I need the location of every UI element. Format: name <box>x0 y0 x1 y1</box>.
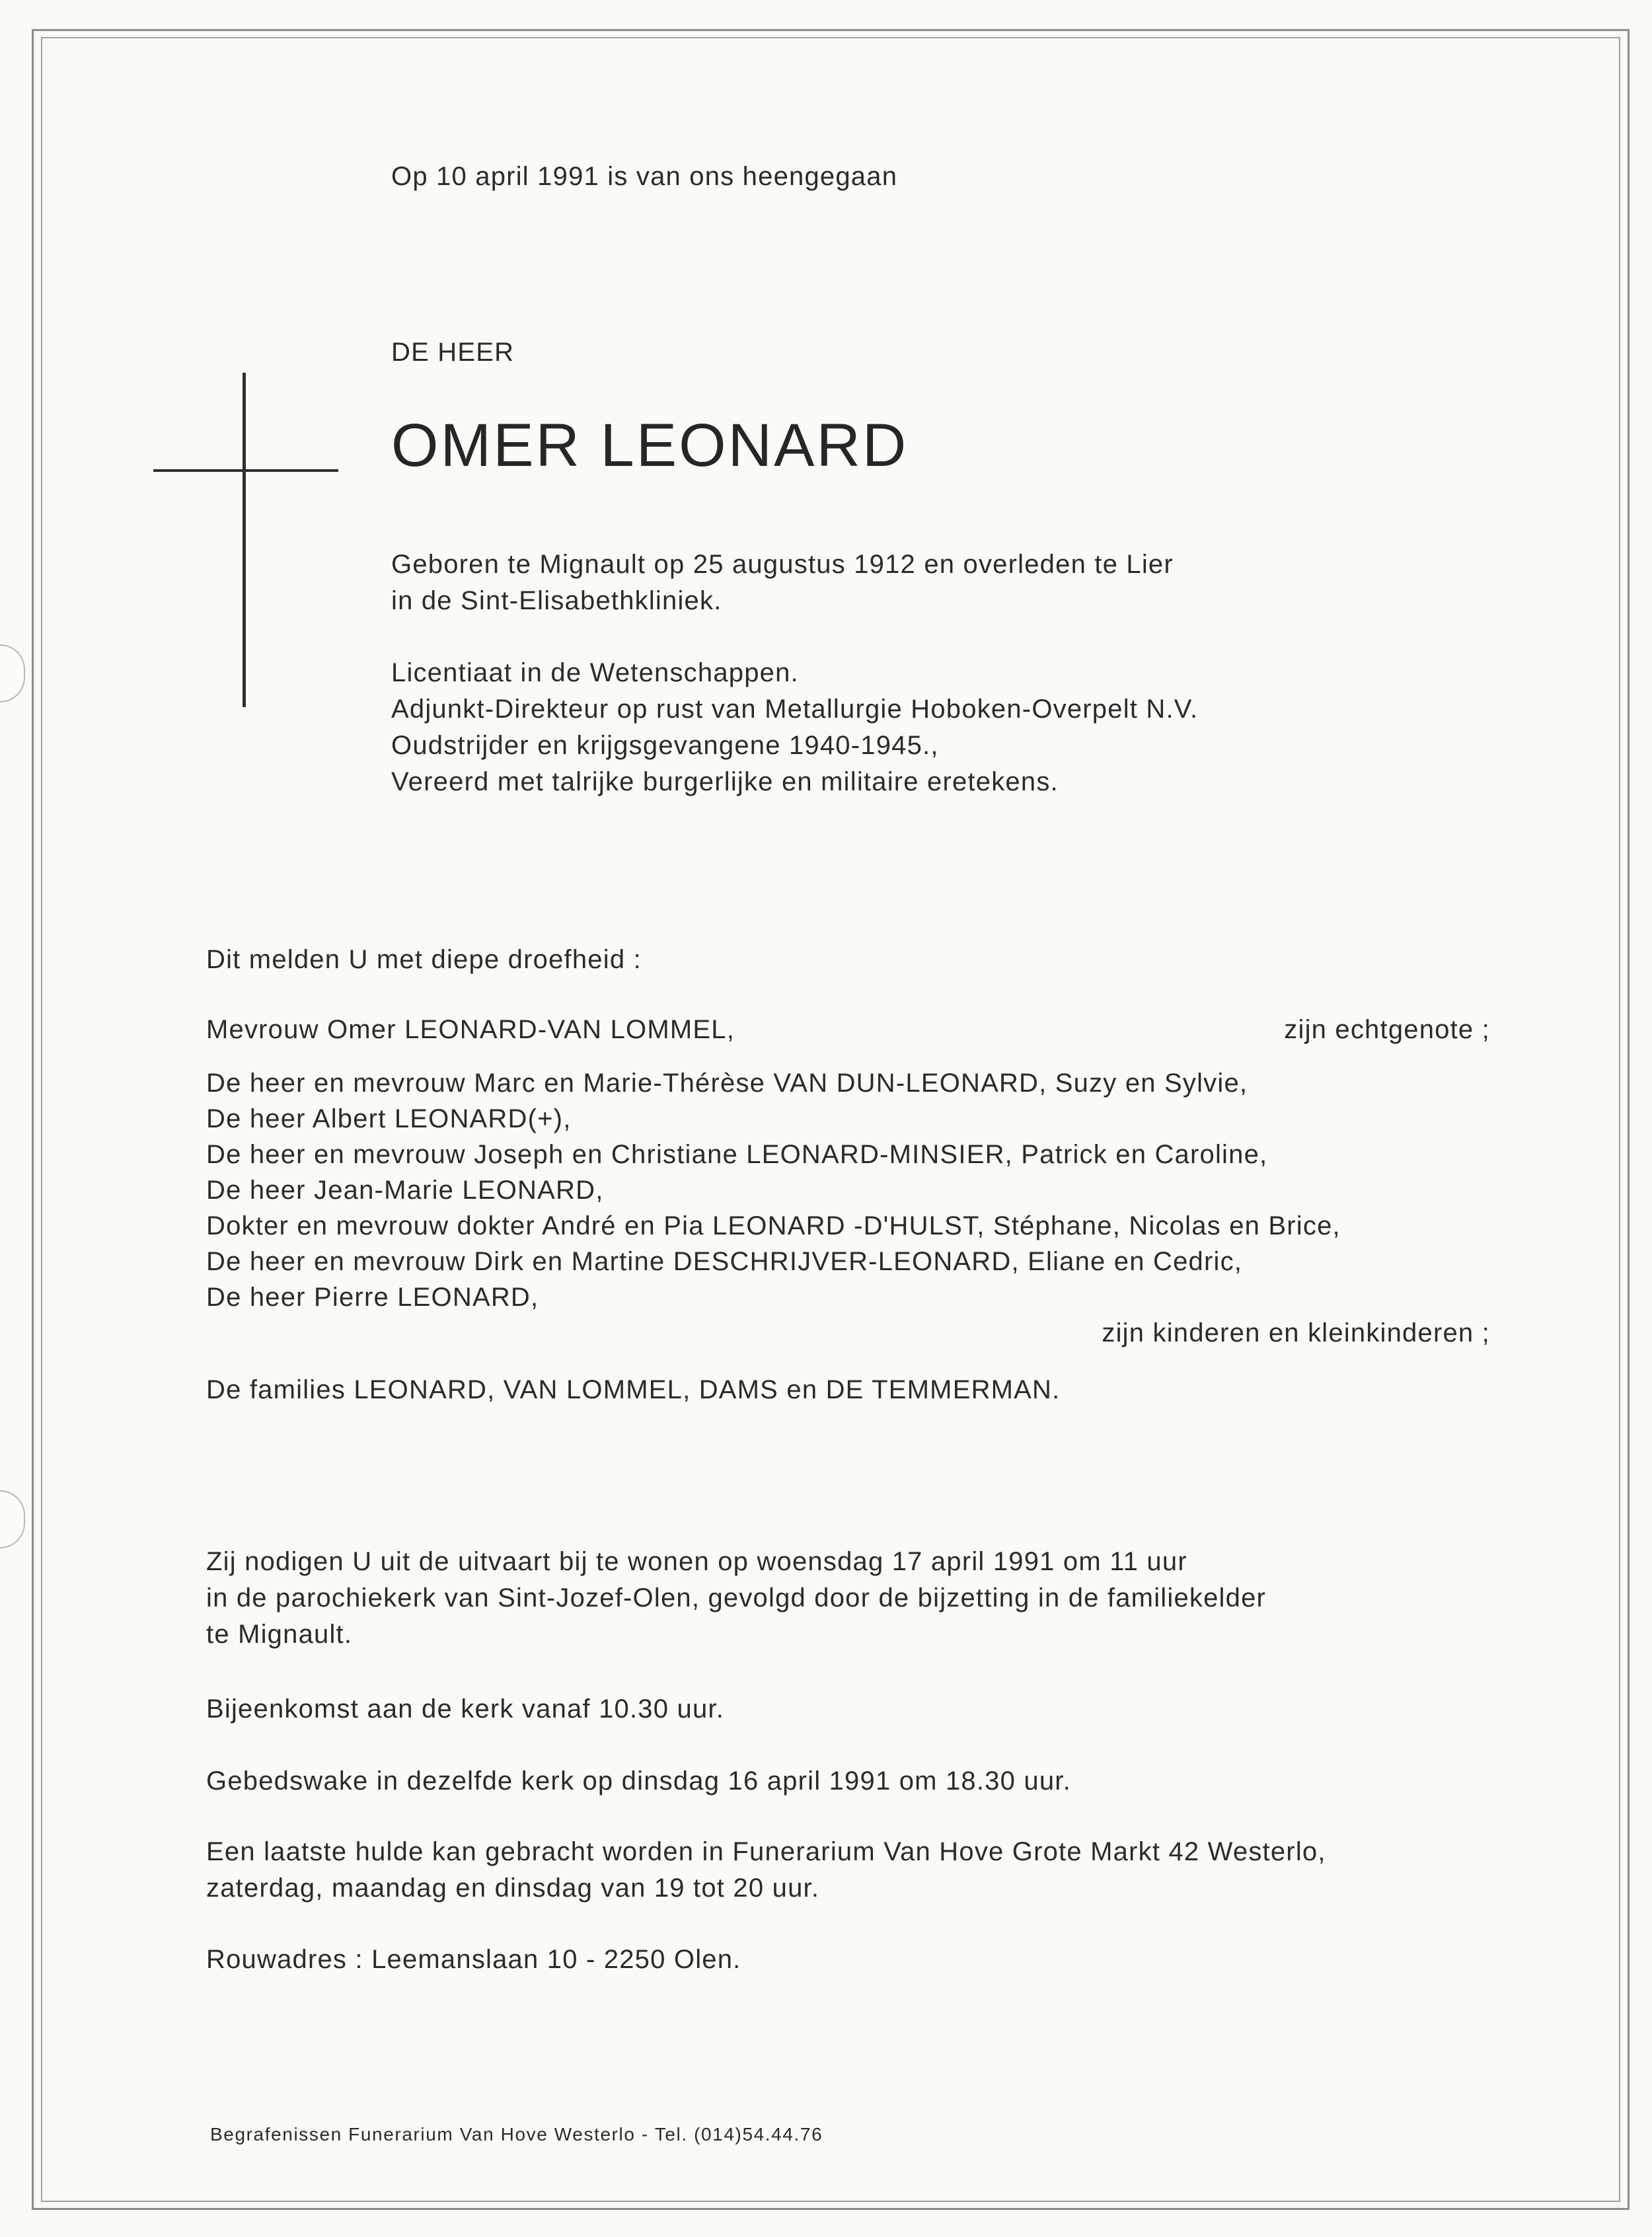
spouse-relation: zijn echtgenote ; <box>1284 1015 1490 1044</box>
children-relation: zijn kinderen en kleinkinderen ; <box>1102 1318 1490 1347</box>
tribute-line: Een laatste hulde kan gebracht worden in Funerarium Van Hove Grote Markt 42 Westerlo, <box>206 1837 1326 1866</box>
cross-horizontal <box>153 469 338 472</box>
child-line: Dokter en mevrouw dokter André en Pia LEONARD -D'HULST, Stéphane, Nicolas en Brice, <box>206 1211 1341 1240</box>
wake-line: Gebedswake in dezelfde kerk op dinsdag 16 april 1991 om 18.30 uur. <box>206 1766 1071 1796</box>
deceased-name: OMER LEONARD <box>391 412 909 479</box>
families-line: De families LEONARD, VAN LOMMEL, DAMS en DE TEMMERMAN. <box>206 1375 1061 1404</box>
title-line: DE HEER <box>391 338 515 367</box>
funeral-line: te Mignault. <box>206 1620 353 1649</box>
child-line: De heer en mevrouw Marc en Marie-Thérèse VAN DUN-LEONARD, Suzy en Sylvie, <box>206 1069 1248 1098</box>
child-line: De heer Pierre LEONARD, <box>206 1283 539 1312</box>
punch-hole-top <box>0 644 25 702</box>
child-line: De heer en mevrouw Joseph en Christiane LEONARD-MINSIER, Patrick en Caroline, <box>206 1140 1268 1169</box>
footer-line: Begrafenissen Funerarium Van Hove Westerlo - Tel. (014)54.44.76 <box>210 2124 823 2144</box>
child-line: De heer Jean-Marie LEONARD, <box>206 1176 604 1205</box>
birth-line: Geboren te Mignault op 25 augustus 1912 en overleden te Lier <box>391 550 1174 579</box>
bio-line: Licentiaat in de Wetenschappen. <box>391 658 799 687</box>
bio-line: Adjunkt-Direkteur op rust van Metallurgie Hoboken-Overpelt N.V. <box>391 695 1199 724</box>
tribute-line: zaterdag, maandag en dinsdag van 19 tot 20 uur. <box>206 1874 820 1903</box>
intro-line: Op 10 april 1991 is van ons heengegaan <box>391 162 898 191</box>
child-line: De heer Albert LEONARD(+), <box>206 1104 572 1133</box>
punch-hole-bottom <box>0 1490 25 1548</box>
bio-line: Vereerd met talrijke burgerlijke en militaire eretekens. <box>391 767 1059 796</box>
funeral-line: Zij nodigen U uit de uitvaart bij te wonen op woensdag 17 april 1991 om 11 uur <box>206 1547 1187 1576</box>
funeral-line: in de parochiekerk van Sint-Jozef-Olen, gevolgd door de bijzetting in de familiekelder <box>206 1583 1267 1612</box>
cross-vertical <box>243 373 246 707</box>
birth-line: in de Sint-Elisabethkliniek. <box>391 586 722 615</box>
bio-line: Oudstrijder en krijgsgevangene 1940-1945., <box>391 731 939 760</box>
announce-line: Dit melden U met diepe droefheid : <box>206 945 642 974</box>
meeting-line: Bijeenkomst aan de kerk vanaf 10.30 uur. <box>206 1694 725 1724</box>
spouse-name: Mevrouw Omer LEONARD-VAN LOMMEL, <box>206 1015 735 1044</box>
child-line: De heer en mevrouw Dirk en Martine DESCHRIJVER-LEONARD, Eliane en Cedric, <box>206 1247 1243 1276</box>
address-line: Rouwadres : Leemanslaan 10 - 2250 Olen. <box>206 1945 741 1974</box>
